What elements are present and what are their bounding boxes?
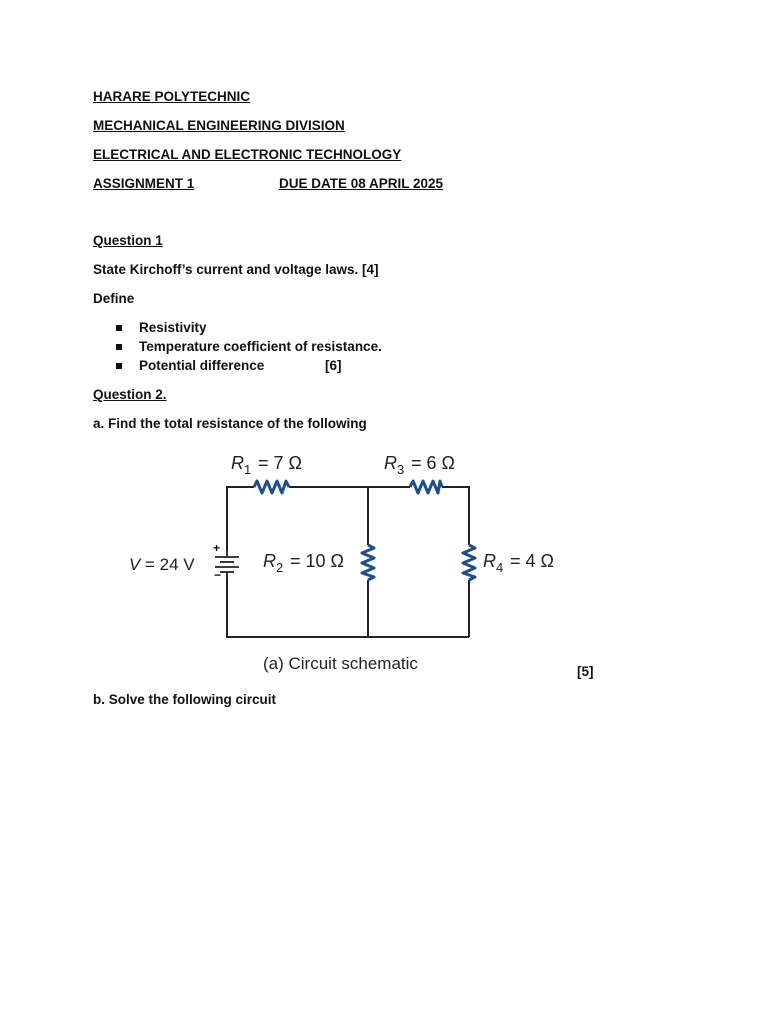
svg-text:2: 2 (276, 560, 284, 575)
svg-text:3: 3 (397, 462, 405, 477)
due-date: DUE DATE 08 APRIL 2025 (279, 176, 444, 191)
question2-part-b: b. Solve the following circuit (93, 692, 277, 707)
definition-item-potential-difference: Potential difference (139, 358, 265, 373)
circuit-caption: (a) Circuit schematic (263, 654, 418, 673)
question1-marks: [6] (325, 358, 342, 373)
circuit-wires (227, 487, 469, 637)
svg-text:R: R (483, 551, 496, 571)
svg-text:= 6 Ω: = 6 Ω (411, 453, 455, 473)
svg-text:R: R (263, 551, 276, 571)
define-label: Define (93, 291, 135, 306)
source-label (129, 555, 195, 574)
svg-text:4: 4 (496, 560, 504, 575)
r2-label (263, 551, 344, 575)
battery-plus-sign: + (213, 541, 221, 555)
definition-item-resistivity: Resistivity (139, 320, 207, 335)
svg-text:1: 1 (244, 462, 252, 477)
resistor-r1-icon (254, 481, 289, 493)
question2-part-a-marks: [5] (577, 664, 594, 679)
institution-name: HARARE POLYTECHNIC (93, 89, 251, 104)
division-name: MECHANICAL ENGINEERING DIVISION (93, 118, 345, 133)
bullet-marker (116, 325, 122, 331)
svg-text:= 10 Ω: = 10 Ω (290, 551, 344, 571)
svg-text:V: V (129, 555, 141, 574)
battery-minus-sign: − (214, 568, 222, 582)
svg-text:= 24 V: = 24 V (145, 555, 195, 574)
resistor-r2-icon (362, 545, 374, 580)
question2-heading: Question 2. (93, 387, 167, 402)
resistor-r3-icon (410, 481, 442, 493)
svg-text:R: R (231, 453, 244, 473)
r4-label (483, 551, 554, 575)
question1-statement: State Kirchoff’s current and voltage laws. [4] (93, 262, 379, 277)
battery-icon (215, 550, 239, 577)
resistor-r4-icon (463, 545, 475, 580)
subject-name: ELECTRICAL AND ELECTRONIC TECHNOLOGY (93, 147, 402, 162)
definition-item-temperature-coefficient: Temperature coefficient of resistance. (139, 339, 382, 354)
r3-label (384, 453, 455, 477)
bullet-marker (116, 344, 122, 350)
r1-label (231, 453, 302, 477)
svg-text:R: R (384, 453, 397, 473)
svg-text:= 7 Ω: = 7 Ω (258, 453, 302, 473)
question1-heading: Question 1 (93, 233, 163, 248)
bullet-marker (116, 363, 122, 369)
question2-part-a: a. Find the total resistance of the following (93, 416, 367, 431)
assignment-label: ASSIGNMENT 1 (93, 176, 195, 191)
svg-text:= 4 Ω: = 4 Ω (510, 551, 554, 571)
